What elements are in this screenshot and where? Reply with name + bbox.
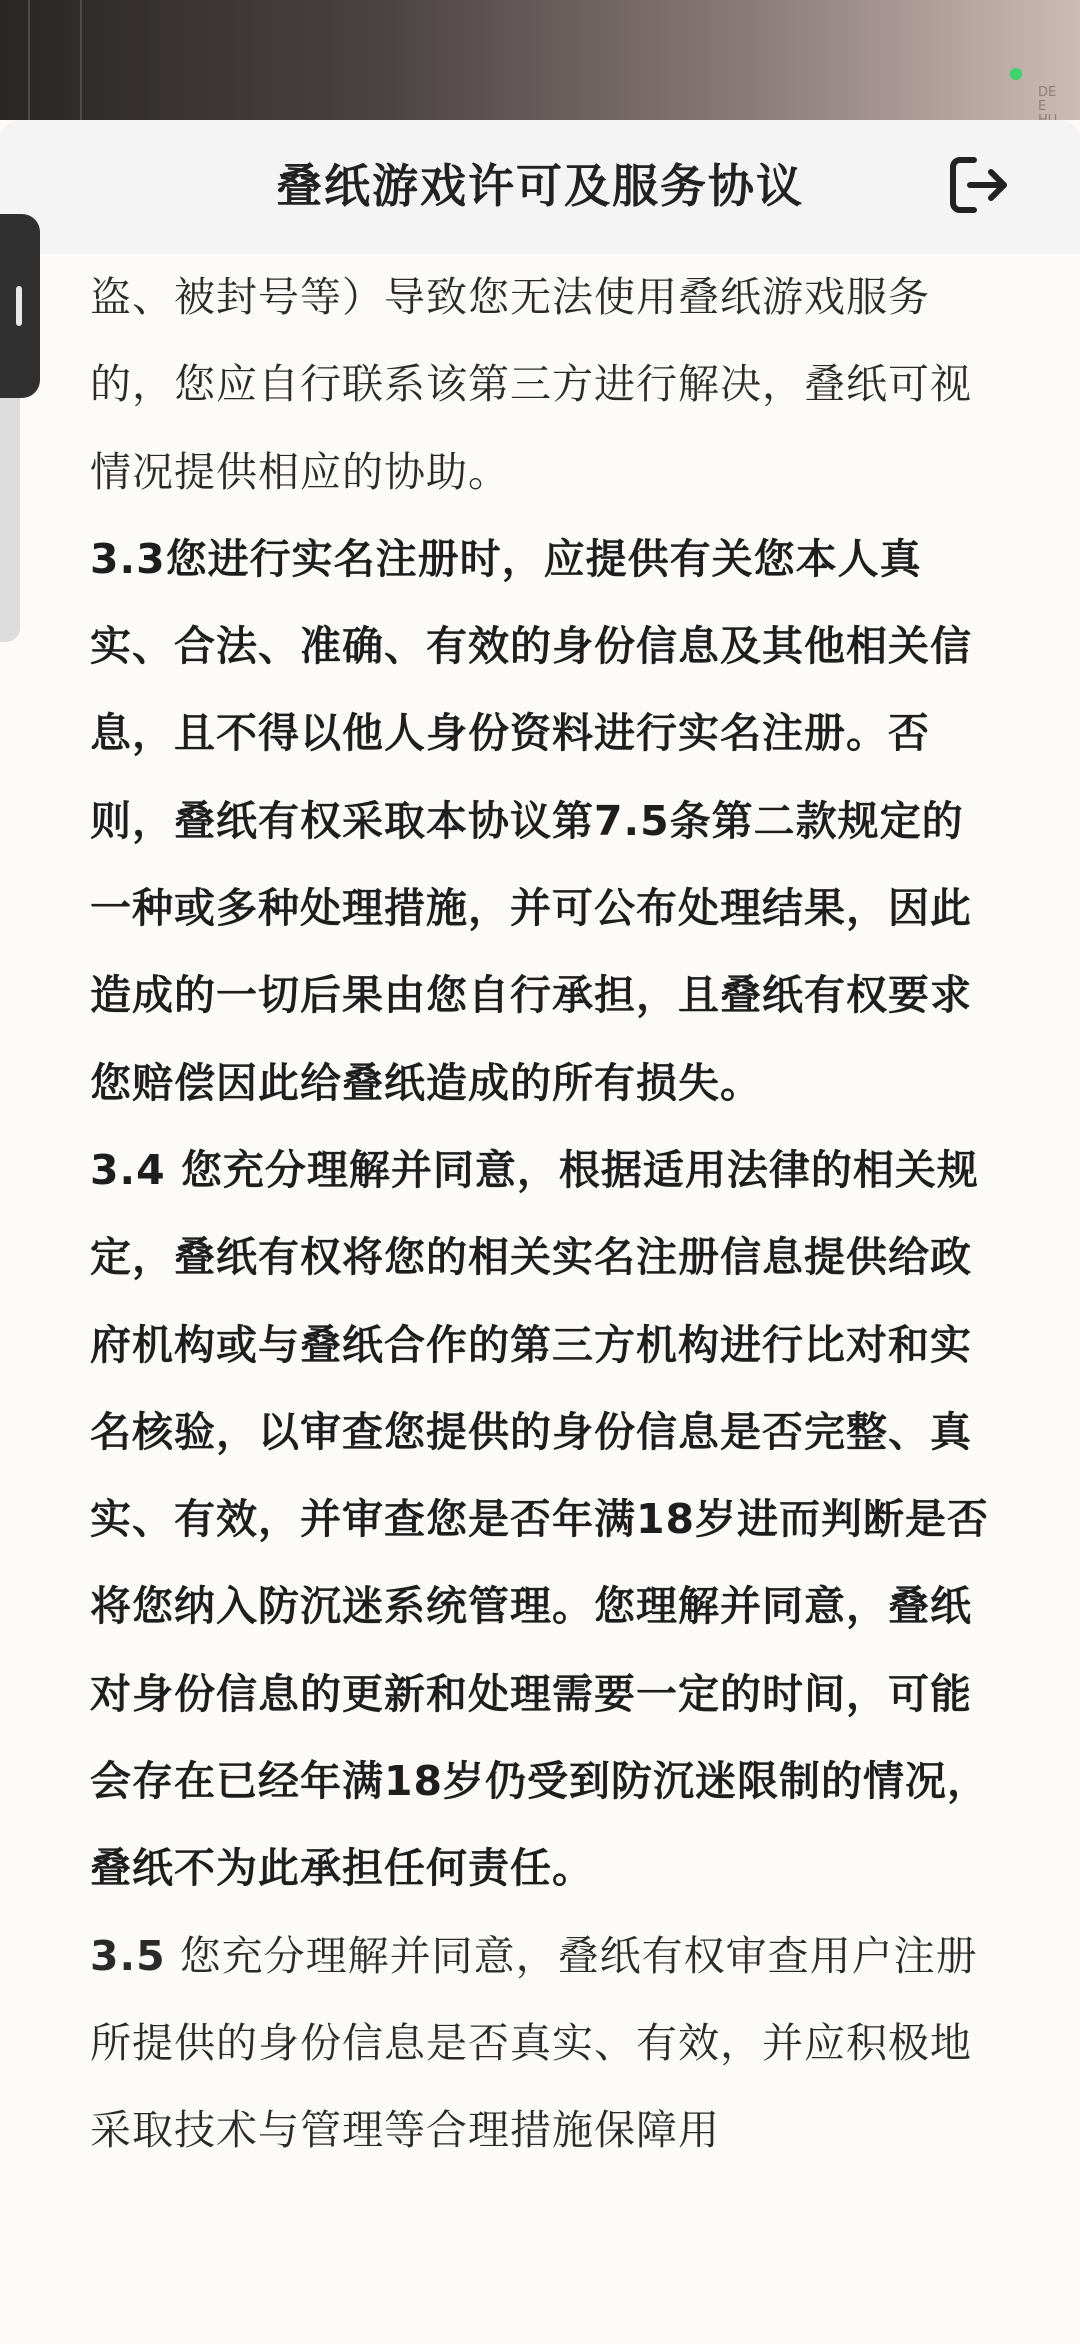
side-panel [0,380,20,642]
paragraph-3-5 [90,1913,995,2175]
clause-number: 3.5 [90,1931,166,1980]
exit-icon[interactable] [944,150,1014,220]
banner-decor-line [28,0,30,120]
agreement-content[interactable] [90,254,995,2344]
paragraph-3-3: 3.3您进行实名注册时，应提供有关您本人真实、合法、准确、有效的身份信息及其他相关信息，且不得以他人身份资料进行实名注册。否则，叠纸有权采取本协议第7.5条第二款规定的一种或多种处理措施，并可公布处理结果，因此造成的一切后果由您自行承担，且叠纸有权要求您赔偿因此给叠纸造成的所有损失。 [90,534,972,1107]
top-banner [0,0,1080,120]
side-drawer-handle[interactable] [0,214,40,398]
dialog-header [0,120,1080,254]
status-dot [1010,68,1022,80]
paragraph-3-4: 3.4 您充分理解并同意，根据适用法律的相关规定，叠纸有权将您的相关实名注册信息提供给政府机构或与叠纸合作的第三方机构进行比对和实名核验，以审查您提供的身份信息是否完整、真实、有效，并审查您是否年满18岁进而判断是否将您纳入防沉迷系统管理。您理解并同意，叠纸对身份信息的更新和处理需要一定的时间，可能会存在已经年满18岁仍受到防沉迷限制的情况，叠纸不为此承担任何责任。 [90,1145,990,1893]
banner-text: DEE [1038,85,1057,114]
paragraph-continued: 盗、被封号等）导致您无法使用叠纸游戏服务的，您应自行联系该第三方进行解决，叠纸可视情况提供相应的协助。 [90,273,972,496]
handle-grip [16,286,22,326]
page-title: 叠纸游戏许可及服务协议 [276,159,804,213]
banner-decor-line [80,0,82,120]
paragraph-3-5-text: 您充分理解并同意，叠纸有权审查用户注册所提供的身份信息是否真实、有效，并应积极地采取技术与管理等合理措施保障用 [90,1931,978,2155]
